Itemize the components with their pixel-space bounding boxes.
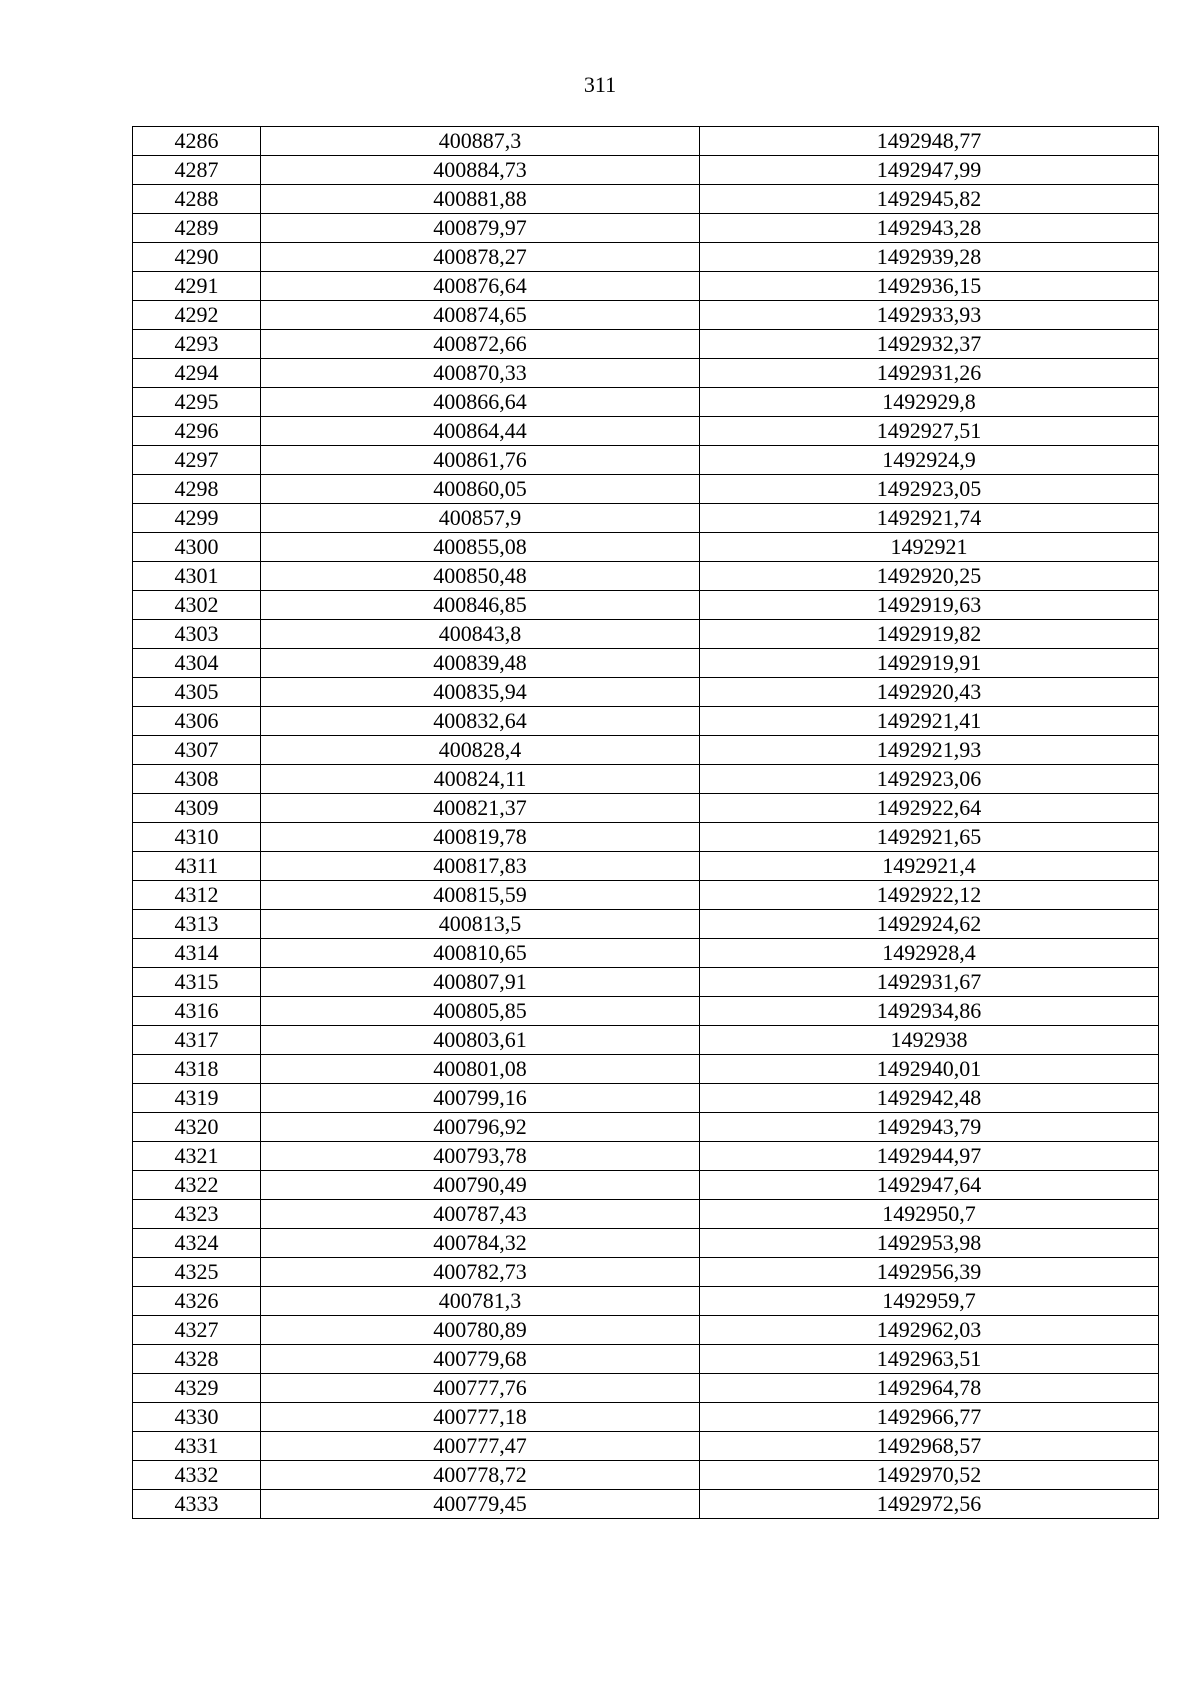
x-coordinate-cell: 400835,94 — [261, 678, 700, 707]
x-coordinate-cell: 400839,48 — [261, 649, 700, 678]
point-number-cell: 4306 — [133, 707, 261, 736]
x-coordinate-cell: 400881,88 — [261, 185, 700, 214]
point-number-cell: 4313 — [133, 910, 261, 939]
point-number-cell: 4289 — [133, 214, 261, 243]
y-coordinate-cell: 1492944,97 — [700, 1142, 1159, 1171]
table-row — [133, 1084, 1159, 1113]
x-coordinate-cell: 400843,8 — [261, 620, 700, 649]
point-number-cell: 4325 — [133, 1258, 261, 1287]
x-coordinate-cell: 400790,49 — [261, 1171, 700, 1200]
x-coordinate-cell: 400866,64 — [261, 388, 700, 417]
point-number-cell: 4287 — [133, 156, 261, 185]
point-number-cell: 4320 — [133, 1113, 261, 1142]
point-number-cell: 4293 — [133, 330, 261, 359]
table-row — [133, 678, 1159, 707]
point-number-cell: 4322 — [133, 1171, 261, 1200]
y-coordinate-cell: 1492953,98 — [700, 1229, 1159, 1258]
point-number-cell: 4288 — [133, 185, 261, 214]
y-coordinate-cell: 1492934,86 — [700, 997, 1159, 1026]
table-row — [133, 243, 1159, 272]
point-number-cell: 4314 — [133, 939, 261, 968]
table-row — [133, 1026, 1159, 1055]
point-number-cell: 4299 — [133, 504, 261, 533]
y-coordinate-cell: 1492964,78 — [700, 1374, 1159, 1403]
table-row — [133, 1055, 1159, 1084]
point-number-cell: 4323 — [133, 1200, 261, 1229]
x-coordinate-cell: 400855,08 — [261, 533, 700, 562]
y-coordinate-cell: 1492950,7 — [700, 1200, 1159, 1229]
point-number-cell: 4317 — [133, 1026, 261, 1055]
y-coordinate-cell: 1492923,06 — [700, 765, 1159, 794]
x-coordinate-cell: 400801,08 — [261, 1055, 700, 1084]
y-coordinate-cell: 1492956,39 — [700, 1258, 1159, 1287]
point-number-cell: 4328 — [133, 1345, 261, 1374]
y-coordinate-cell: 1492943,79 — [700, 1113, 1159, 1142]
y-coordinate-cell: 1492947,64 — [700, 1171, 1159, 1200]
table-row — [133, 417, 1159, 446]
x-coordinate-cell: 400782,73 — [261, 1258, 700, 1287]
table-row — [133, 388, 1159, 417]
y-coordinate-cell: 1492942,48 — [700, 1084, 1159, 1113]
x-coordinate-cell: 400779,68 — [261, 1345, 700, 1374]
x-coordinate-cell: 400872,66 — [261, 330, 700, 359]
point-number-cell: 4312 — [133, 881, 261, 910]
point-number-cell: 4326 — [133, 1287, 261, 1316]
y-coordinate-cell: 1492932,37 — [700, 330, 1159, 359]
x-coordinate-cell: 400846,85 — [261, 591, 700, 620]
x-coordinate-cell: 400803,61 — [261, 1026, 700, 1055]
point-number-cell: 4291 — [133, 272, 261, 301]
x-coordinate-cell: 400777,18 — [261, 1403, 700, 1432]
point-number-cell: 4311 — [133, 852, 261, 881]
y-coordinate-cell: 1492968,57 — [700, 1432, 1159, 1461]
x-coordinate-cell: 400876,64 — [261, 272, 700, 301]
x-coordinate-cell: 400779,45 — [261, 1490, 700, 1519]
table-row — [133, 272, 1159, 301]
y-coordinate-cell: 1492919,91 — [700, 649, 1159, 678]
x-coordinate-cell: 400860,05 — [261, 475, 700, 504]
x-coordinate-cell: 400828,4 — [261, 736, 700, 765]
table-row — [133, 620, 1159, 649]
point-number-cell: 4297 — [133, 446, 261, 475]
table-row — [133, 823, 1159, 852]
y-coordinate-cell: 1492972,56 — [700, 1490, 1159, 1519]
x-coordinate-cell: 400817,83 — [261, 852, 700, 881]
table-row — [133, 591, 1159, 620]
table-row — [133, 736, 1159, 765]
table-row — [133, 1316, 1159, 1345]
point-number-cell: 4324 — [133, 1229, 261, 1258]
x-coordinate-cell: 400793,78 — [261, 1142, 700, 1171]
point-number-cell: 4303 — [133, 620, 261, 649]
x-coordinate-cell: 400815,59 — [261, 881, 700, 910]
point-number-cell: 4295 — [133, 388, 261, 417]
point-number-cell: 4331 — [133, 1432, 261, 1461]
y-coordinate-cell: 1492959,7 — [700, 1287, 1159, 1316]
y-coordinate-cell: 1492945,82 — [700, 185, 1159, 214]
x-coordinate-cell: 400807,91 — [261, 968, 700, 997]
table-row — [133, 649, 1159, 678]
x-coordinate-cell: 400796,92 — [261, 1113, 700, 1142]
x-coordinate-cell: 400832,64 — [261, 707, 700, 736]
point-number-cell: 4286 — [133, 127, 261, 156]
y-coordinate-cell: 1492927,51 — [700, 417, 1159, 446]
table-row — [133, 504, 1159, 533]
point-number-cell: 4319 — [133, 1084, 261, 1113]
point-number-cell: 4332 — [133, 1461, 261, 1490]
table-row — [133, 301, 1159, 330]
table-row — [133, 562, 1159, 591]
x-coordinate-cell: 400874,65 — [261, 301, 700, 330]
x-coordinate-cell: 400787,43 — [261, 1200, 700, 1229]
y-coordinate-cell: 1492922,64 — [700, 794, 1159, 823]
table-row — [133, 939, 1159, 968]
x-coordinate-cell: 400870,33 — [261, 359, 700, 388]
y-coordinate-cell: 1492933,93 — [700, 301, 1159, 330]
table-row — [133, 330, 1159, 359]
table-row — [133, 446, 1159, 475]
y-coordinate-cell: 1492921 — [700, 533, 1159, 562]
point-number-cell: 4329 — [133, 1374, 261, 1403]
point-number-cell: 4330 — [133, 1403, 261, 1432]
x-coordinate-cell: 400799,16 — [261, 1084, 700, 1113]
y-coordinate-cell: 1492931,26 — [700, 359, 1159, 388]
table-row — [133, 881, 1159, 910]
table-row — [133, 1200, 1159, 1229]
point-number-cell: 4292 — [133, 301, 261, 330]
y-coordinate-cell: 1492966,77 — [700, 1403, 1159, 1432]
table-row — [133, 765, 1159, 794]
x-coordinate-cell: 400810,65 — [261, 939, 700, 968]
y-coordinate-cell: 1492924,62 — [700, 910, 1159, 939]
y-coordinate-cell: 1492919,63 — [700, 591, 1159, 620]
page-number: 311 — [583, 72, 617, 97]
x-coordinate-cell: 400864,44 — [261, 417, 700, 446]
x-coordinate-cell: 400878,27 — [261, 243, 700, 272]
table-row — [133, 1229, 1159, 1258]
table-row — [133, 910, 1159, 939]
point-number-cell: 4309 — [133, 794, 261, 823]
y-coordinate-cell: 1492924,9 — [700, 446, 1159, 475]
table-row — [133, 852, 1159, 881]
y-coordinate-cell: 1492920,25 — [700, 562, 1159, 591]
x-coordinate-cell: 400805,85 — [261, 997, 700, 1026]
table-row — [133, 475, 1159, 504]
x-coordinate-cell: 400887,3 — [261, 127, 700, 156]
point-number-cell: 4305 — [133, 678, 261, 707]
coordinates-table-body — [133, 127, 1159, 1519]
table-row — [133, 1287, 1159, 1316]
point-number-cell: 4316 — [133, 997, 261, 1026]
point-number-cell: 4327 — [133, 1316, 261, 1345]
y-coordinate-cell: 1492936,15 — [700, 272, 1159, 301]
y-coordinate-cell: 1492938 — [700, 1026, 1159, 1055]
x-coordinate-cell: 400813,5 — [261, 910, 700, 939]
table-row — [133, 1345, 1159, 1374]
table-row — [133, 359, 1159, 388]
table-row — [133, 997, 1159, 1026]
y-coordinate-cell: 1492921,93 — [700, 736, 1159, 765]
coordinates-table — [132, 126, 1159, 1519]
y-coordinate-cell: 1492921,65 — [700, 823, 1159, 852]
y-coordinate-cell: 1492970,52 — [700, 1461, 1159, 1490]
y-coordinate-cell: 1492948,77 — [700, 127, 1159, 156]
table-row — [133, 1171, 1159, 1200]
y-coordinate-cell: 1492919,82 — [700, 620, 1159, 649]
y-coordinate-cell: 1492943,28 — [700, 214, 1159, 243]
table-row — [133, 214, 1159, 243]
x-coordinate-cell: 400777,76 — [261, 1374, 700, 1403]
point-number-cell: 4302 — [133, 591, 261, 620]
table-row — [133, 1490, 1159, 1519]
point-number-cell: 4290 — [133, 243, 261, 272]
x-coordinate-cell: 400821,37 — [261, 794, 700, 823]
y-coordinate-cell: 1492931,67 — [700, 968, 1159, 997]
x-coordinate-cell: 400819,78 — [261, 823, 700, 852]
y-coordinate-cell: 1492928,4 — [700, 939, 1159, 968]
table-row — [133, 1142, 1159, 1171]
y-coordinate-cell: 1492940,01 — [700, 1055, 1159, 1084]
point-number-cell: 4304 — [133, 649, 261, 678]
y-coordinate-cell: 1492921,74 — [700, 504, 1159, 533]
point-number-cell: 4318 — [133, 1055, 261, 1084]
point-number-cell: 4333 — [133, 1490, 261, 1519]
y-coordinate-cell: 1492939,28 — [700, 243, 1159, 272]
point-number-cell: 4298 — [133, 475, 261, 504]
point-number-cell: 4315 — [133, 968, 261, 997]
y-coordinate-cell: 1492962,03 — [700, 1316, 1159, 1345]
table-row — [133, 127, 1159, 156]
table-row — [133, 794, 1159, 823]
y-coordinate-cell: 1492922,12 — [700, 881, 1159, 910]
y-coordinate-cell: 1492929,8 — [700, 388, 1159, 417]
x-coordinate-cell: 400824,11 — [261, 765, 700, 794]
x-coordinate-cell: 400879,97 — [261, 214, 700, 243]
y-coordinate-cell: 1492920,43 — [700, 678, 1159, 707]
table-row — [133, 1374, 1159, 1403]
point-number-cell: 4294 — [133, 359, 261, 388]
table-row — [133, 707, 1159, 736]
table-row — [133, 1461, 1159, 1490]
table-row — [133, 156, 1159, 185]
table-row — [133, 1113, 1159, 1142]
x-coordinate-cell: 400784,32 — [261, 1229, 700, 1258]
y-coordinate-cell: 1492963,51 — [700, 1345, 1159, 1374]
x-coordinate-cell: 400857,9 — [261, 504, 700, 533]
point-number-cell: 4308 — [133, 765, 261, 794]
x-coordinate-cell: 400884,73 — [261, 156, 700, 185]
x-coordinate-cell: 400780,89 — [261, 1316, 700, 1345]
table-row — [133, 968, 1159, 997]
point-number-cell: 4310 — [133, 823, 261, 852]
x-coordinate-cell: 400777,47 — [261, 1432, 700, 1461]
y-coordinate-cell: 1492947,99 — [700, 156, 1159, 185]
point-number-cell: 4321 — [133, 1142, 261, 1171]
table-row — [133, 533, 1159, 562]
x-coordinate-cell: 400861,76 — [261, 446, 700, 475]
y-coordinate-cell: 1492923,05 — [700, 475, 1159, 504]
point-number-cell: 4300 — [133, 533, 261, 562]
table-row — [133, 1432, 1159, 1461]
x-coordinate-cell: 400778,72 — [261, 1461, 700, 1490]
x-coordinate-cell: 400781,3 — [261, 1287, 700, 1316]
point-number-cell: 4296 — [133, 417, 261, 446]
point-number-cell: 4301 — [133, 562, 261, 591]
y-coordinate-cell: 1492921,41 — [700, 707, 1159, 736]
point-number-cell: 4307 — [133, 736, 261, 765]
y-coordinate-cell: 1492921,4 — [700, 852, 1159, 881]
x-coordinate-cell: 400850,48 — [261, 562, 700, 591]
table-row — [133, 185, 1159, 214]
table-row — [133, 1258, 1159, 1287]
table-row — [133, 1403, 1159, 1432]
